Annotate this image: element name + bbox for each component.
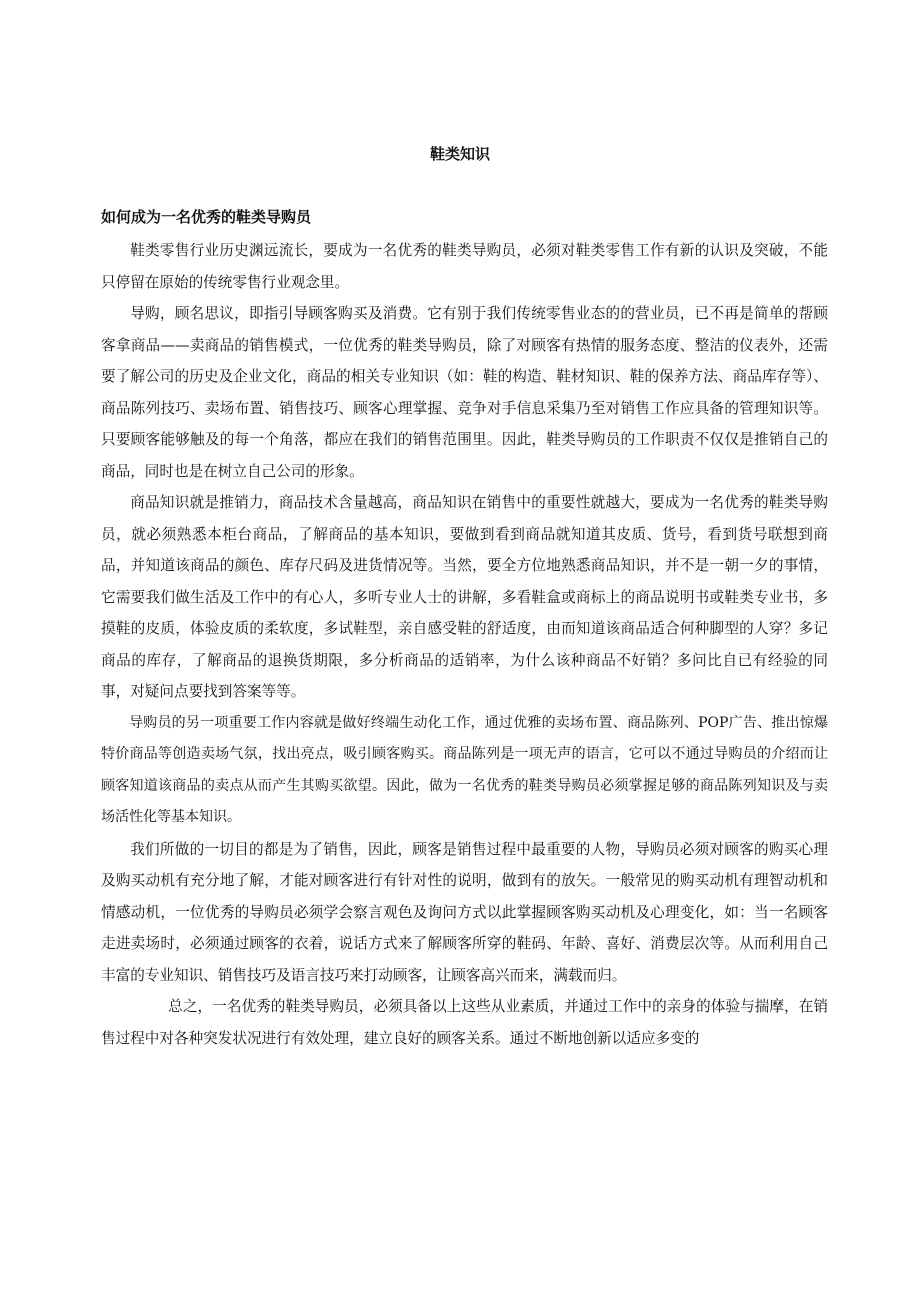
paragraph-2: 导购，顾名思议，即指引导顾客购买及消费。它有别于我们传统零售业态的的营业员，已不再是简单的帮顾客拿商品——卖商品的销售模式，一位优秀的鞋类导购员，除了对顾客有热情的服务态度、整洁的仪表外，还需要了解公司的历史及企业文化，商品的相关专业知识（如：鞋的构造、鞋材知识、鞋的保养方法、商品库存等）、商品陈列技巧、卖场布置、销售技巧、顾客心理掌握、竞争对手信息采集乃至对销售工作应具备的管理知识等。只要顾客能够触及的每一个角落，都应在我们的销售范围里。因此，鞋类导购员的工作职责不仅仅是推销自己的商品，同时也是在树立自己公司的形象。 bbox=[101, 305, 828, 480]
paragraph-5: 我们所做的一切目的都是为了销售，因此，顾客是销售过程中最重要的人物，导购员必须对顾客的购买心理及购买动机有充分地了解，才能对顾客进行有针对性的说明，做到有的放矢。一般常见的购买动机有理智动机和情感动机，一位优秀的导购员必须学会察言观色及询问方式以此掌握顾客购买动机及心理变化，如：当一名顾客走进卖场时，必须通过顾客的衣着，说话方式来了解顾客所穿的鞋码、年龄、喜好、消费层次等。从而利用自己丰富的专业知识、销售技巧及语言技巧来打动顾客，让顾客高兴而来，满载而归。 bbox=[101, 840, 828, 984]
section-heading: 如何成为一名优秀的鞋类导购员 bbox=[101, 208, 312, 226]
paragraph-1: 鞋类零售行业历史渊远流长，要成为一名优秀的鞋类导购员，必须对鞋类零售工作有新的认识及突破，不能只停留在原始的传统零售行业观念里。 bbox=[101, 242, 828, 291]
paragraph-3: 商品知识就是推销力，商品技术含量越高，商品知识在销售中的重要性就越大，要成为一名优秀的鞋类导购员，就必须熟悉本柜台商品，了解商品的基本知识，要做到看到商品就知道其皮质、货号，看到货号联想到商品，并知道该商品的颜色、库存尺码及进货情况等。当然，要全方位地熟悉商品知识，并不是一朝一夕的事情，它需要我们做生活及工作中的有心人，多听专业人士的讲解，多看鞋盒或商标上的商品说明书或鞋类专业书，多摸鞋的皮质，体验皮质的柔软度，多试鞋型，亲自感受鞋的舒适度，由而知道该商品适合何种脚型的人穿？多记商品的库存，了解商品的退换货期限，多分析商品的适销率，为什么该种商品不好销？多问比自已有经验的同事，对疑问点要找到答案等等。 bbox=[101, 494, 828, 700]
paragraph-4: 导购员的另一项重要工作内容就是做好终端生动化工作，通过优雅的卖场布置、商品陈列、POP广告、推出惊爆特价商品等创造卖场气氛，找出亮点，吸引顾客购买。商品陈列是一项无声的语言，它可以不通过导购员的介绍而让顾客知道该商品的卖点从而产生其购买欲望。因此，做为一名优秀的鞋类导购员必须掌握足够的商品陈列知识及与卖场活性化等基本知识。 bbox=[101, 714, 828, 825]
paragraph-6: 总之，一名优秀的鞋类导购员，必须具备以上这些从业素质，并通过工作中的亲身的体验与揣摩，在销售过程中对各种突发状况进行有效处理，建立良好的顾客关系。通过不断地创新以适应多变的 bbox=[101, 998, 828, 1047]
document-title: 鞋类知识 bbox=[429, 145, 490, 163]
document-body bbox=[101, 235, 828, 1054]
